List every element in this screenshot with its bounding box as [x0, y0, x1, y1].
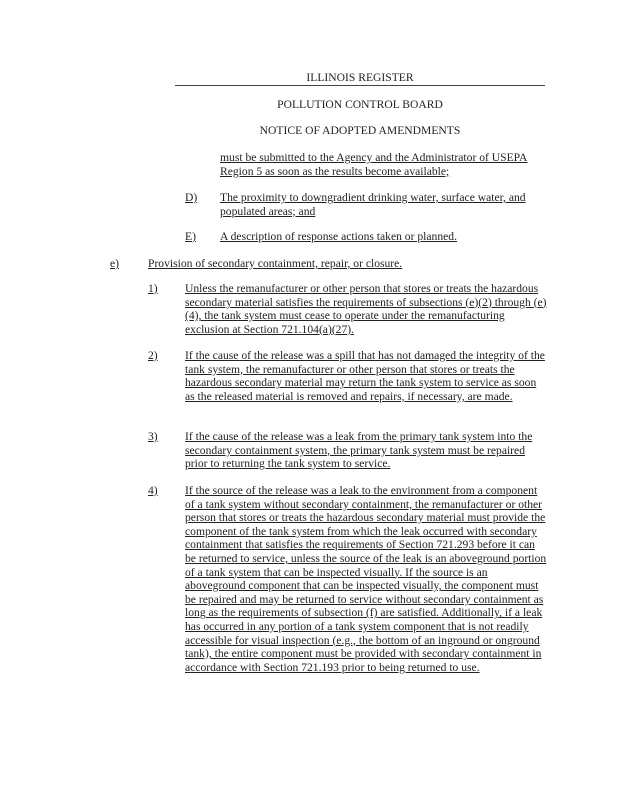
item-2-label: 2) — [148, 349, 158, 362]
board-title: POLLUTION CONTROL BOARD — [277, 98, 443, 111]
item-4-label: 4) — [148, 484, 158, 497]
item-2-text: If the cause of the release was a spill that has not damaged the integrity of the tank system, the remanufacturer or other person that stores or treats the hazardous secondary material may return the tank system to service as soon as the released material is removed and repairs, if necessary, are made. — [185, 349, 545, 403]
item-1-label: 1) — [148, 282, 158, 295]
item-1-text: Unless the remanufacturer or other person that stores or treats the hazardous secondary material satisfies the requirements of subsections (e)(2) through (e)(4), the tank system must cease to operate under the remanufacturing exclusion at Section 721.104(a)(27). — [185, 282, 547, 336]
item-3-text: If the cause of the release was a leak from the primary tank system into the secondary containment system, the primary tank system must be repaired prior to returning the tank system to service. — [185, 430, 533, 471]
item-e-text: A description of response actions taken or planned. — [220, 230, 457, 243]
item-d-label: D) — [185, 191, 198, 204]
continued-paragraph: must be submitted to the Agency and the Administrator of USEPA Region 5 as soon as the results become available; — [220, 151, 528, 178]
item-4-text: If the source of the release was a leak to the environment from a component of a tank system without secondary containment, the remanufacturer or other person that stores or treats the hazardous secondary material must provide the component of the tank system from which the leak occurred with secondary containment that satisfies the requirements of Section 721.293 before it can be returned to service, unless the source of the leak is an aboveground portion of a tank system that can be inspected visually. If the source is an aboveground component that can be inspected visually, the component must be repaired and may be returned to service without secondary containment as long as the requirements of subsection (f) are satisfied. Additionally, if a leak has occurred in any portion of a tank system component that is not readily accessible for visual inspection (e.g., the bottom of an inground or onground tank), the entire component must be provided with secondary containment in accordance with Section 721.193 prior to being returned to use. — [185, 484, 547, 674]
item-d-text: The proximity to downgradient drinking water, surface water, and populated areas; and — [220, 191, 526, 218]
item-3-label: 3) — [148, 430, 158, 443]
section-e-text: Provision of secondary containment, repair, or closure. — [148, 257, 403, 270]
register-title: ILLINOIS REGISTER — [306, 71, 414, 84]
section-e-label: e) — [110, 257, 120, 270]
header-rule — [175, 85, 545, 86]
notice-title: NOTICE OF ADOPTED AMENDMENTS — [259, 124, 461, 137]
item-e-label: E) — [185, 230, 196, 243]
